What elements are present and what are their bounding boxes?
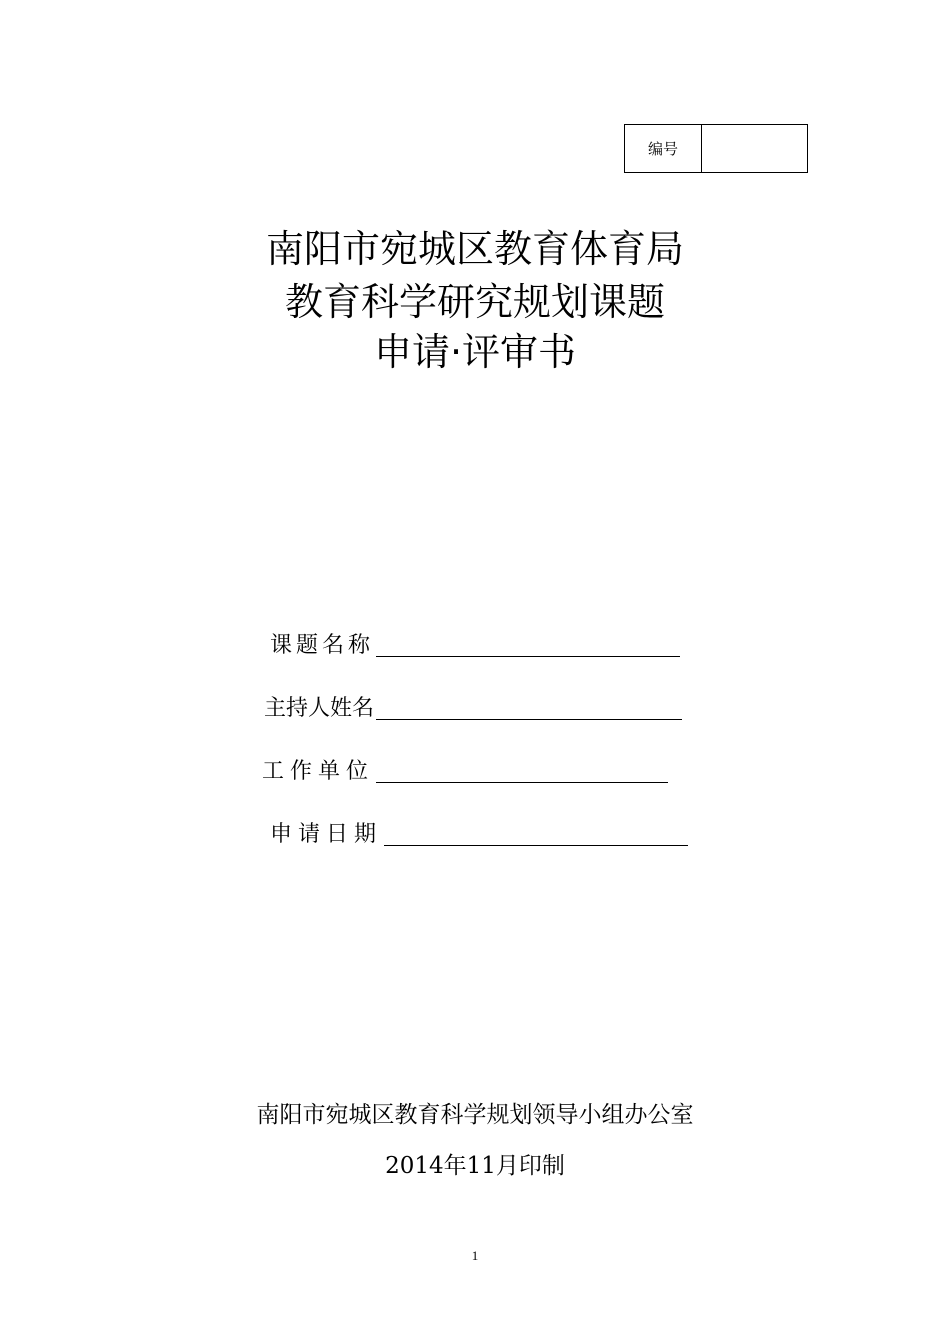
host-name-label: 主持人姓名 [264, 696, 375, 721]
work-unit-field [262, 760, 668, 783]
host-name-field [264, 697, 682, 720]
application-date-blank[interactable] [384, 823, 688, 846]
work-unit-label: 工作单位 [262, 759, 375, 784]
application-date-field [270, 823, 688, 846]
host-name-blank[interactable] [376, 697, 682, 720]
document-number-label: 编号 [625, 125, 702, 172]
title-line-2: 教育科学研究规划课题 [284, 280, 665, 324]
project-name-label: 课题名称 [270, 633, 375, 658]
title-line-1: 南阳市宛城区教育体育局 [265, 227, 684, 271]
document-number-box [624, 124, 808, 173]
document-number-field[interactable] [702, 125, 807, 172]
issuing-organization: 南阳市宛城区教育科学规划领导小组办公室 [256, 1102, 694, 1128]
print-date: 2014年11月印制 [385, 1153, 565, 1179]
work-unit-blank[interactable] [376, 760, 668, 783]
application-date-label: 申请日期 [270, 822, 383, 847]
project-name-field [270, 634, 680, 657]
page-number: 1 [471, 1248, 479, 1263]
title-line-3: 申请·评审书 [373, 330, 577, 374]
project-name-blank[interactable] [376, 634, 680, 657]
